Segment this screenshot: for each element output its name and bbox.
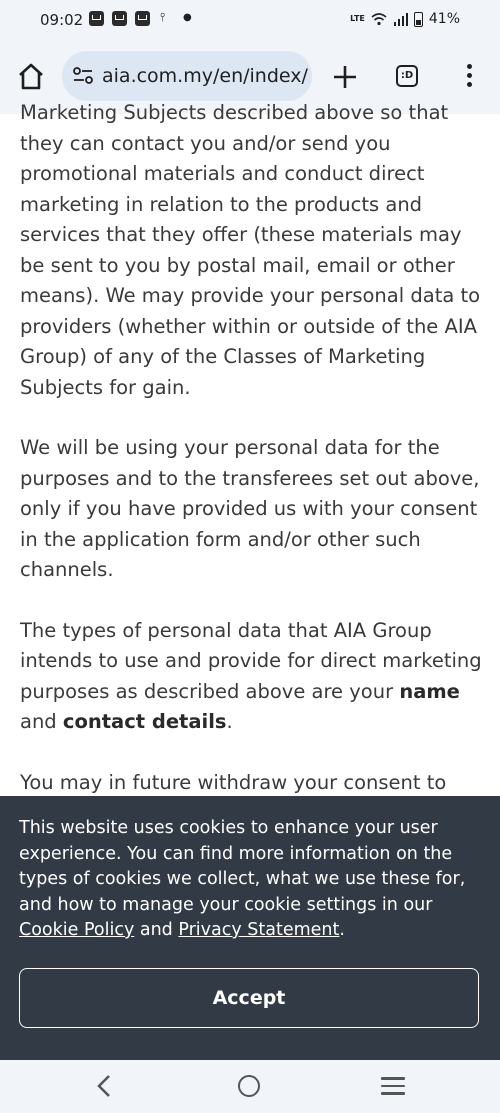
signal-icon: [393, 12, 408, 26]
bold-name: name: [399, 679, 460, 703]
cookie-and: and: [134, 920, 179, 940]
cookie-message: [19, 816, 485, 944]
cookie-period: .: [339, 920, 345, 940]
tab-switcher-button[interactable]: :D: [396, 65, 418, 87]
wifi-icon: [371, 12, 387, 26]
site-settings-icon[interactable]: [72, 66, 94, 86]
system-nav-bar: [0, 1060, 500, 1113]
mail-icon: [135, 11, 150, 26]
paragraph-data-types-text: The types of personal data that AIA Group intends to use and provide for direct marketing purposes as described above are your: [20, 618, 482, 703]
accept-button[interactable]: Accept: [19, 968, 479, 1028]
new-tab-icon[interactable]: [330, 62, 360, 92]
paragraph-marketing-subjects: Marketing Subjects described above so that they can contact you and/or send you promotional materials and conduct direct marketing in relation to the products and services that they offer (these materials may be sent to you by postal mail, email or other means). We may provide your personal data to providers (whether within or outside of the AIA Group) of any of the Classes of Marketing Subjects for gain.: [20, 101, 481, 399]
mail-icon: [89, 11, 104, 26]
more-menu-icon[interactable]: [462, 64, 476, 90]
status-right: [350, 11, 460, 27]
usb-icon: ⫯: [160, 10, 166, 24]
home-icon[interactable]: [14, 60, 48, 94]
home-nav-icon[interactable]: [238, 1075, 260, 1097]
status-time: 09:02: [40, 11, 84, 29]
status-bar: [0, 0, 500, 40]
paragraph-and: and: [20, 710, 63, 733]
dot-icon: ●: [183, 12, 192, 23]
paragraph-withdraw: You may in future withdraw your consent to: [20, 770, 447, 794]
bold-contact-details: contact details: [62, 710, 227, 733]
cookie-message-text: This website uses cookies to enhance your user experience. You can find more information on the types of cookies we collect, what we use these for, and how to manage your cookie settings in our: [19, 818, 466, 915]
url-text[interactable]: aia.com.my/en/index/: [102, 65, 308, 87]
volte-icon: LTE: [350, 14, 365, 23]
back-icon[interactable]: [96, 1074, 112, 1098]
cookie-banner: [0, 796, 500, 1060]
battery-level: 41%: [428, 11, 460, 27]
recents-icon[interactable]: [381, 1077, 405, 1100]
paragraph-consent: We will be using your personal data for the purposes and to the transferees set out above, only if you have provided us with your consent in the application form and/or other such channels.: [20, 436, 480, 581]
page-content: [0, 101, 500, 796]
paragraph-period: .: [226, 710, 233, 733]
mail-icon: [112, 11, 127, 26]
cookie-policy-link[interactable]: Cookie Policy: [19, 920, 135, 940]
battery-icon: [414, 12, 423, 27]
privacy-statement-link[interactable]: Privacy Statement: [178, 920, 340, 940]
paragraph-data-types: [20, 616, 482, 738]
url-bar[interactable]: [62, 51, 312, 101]
